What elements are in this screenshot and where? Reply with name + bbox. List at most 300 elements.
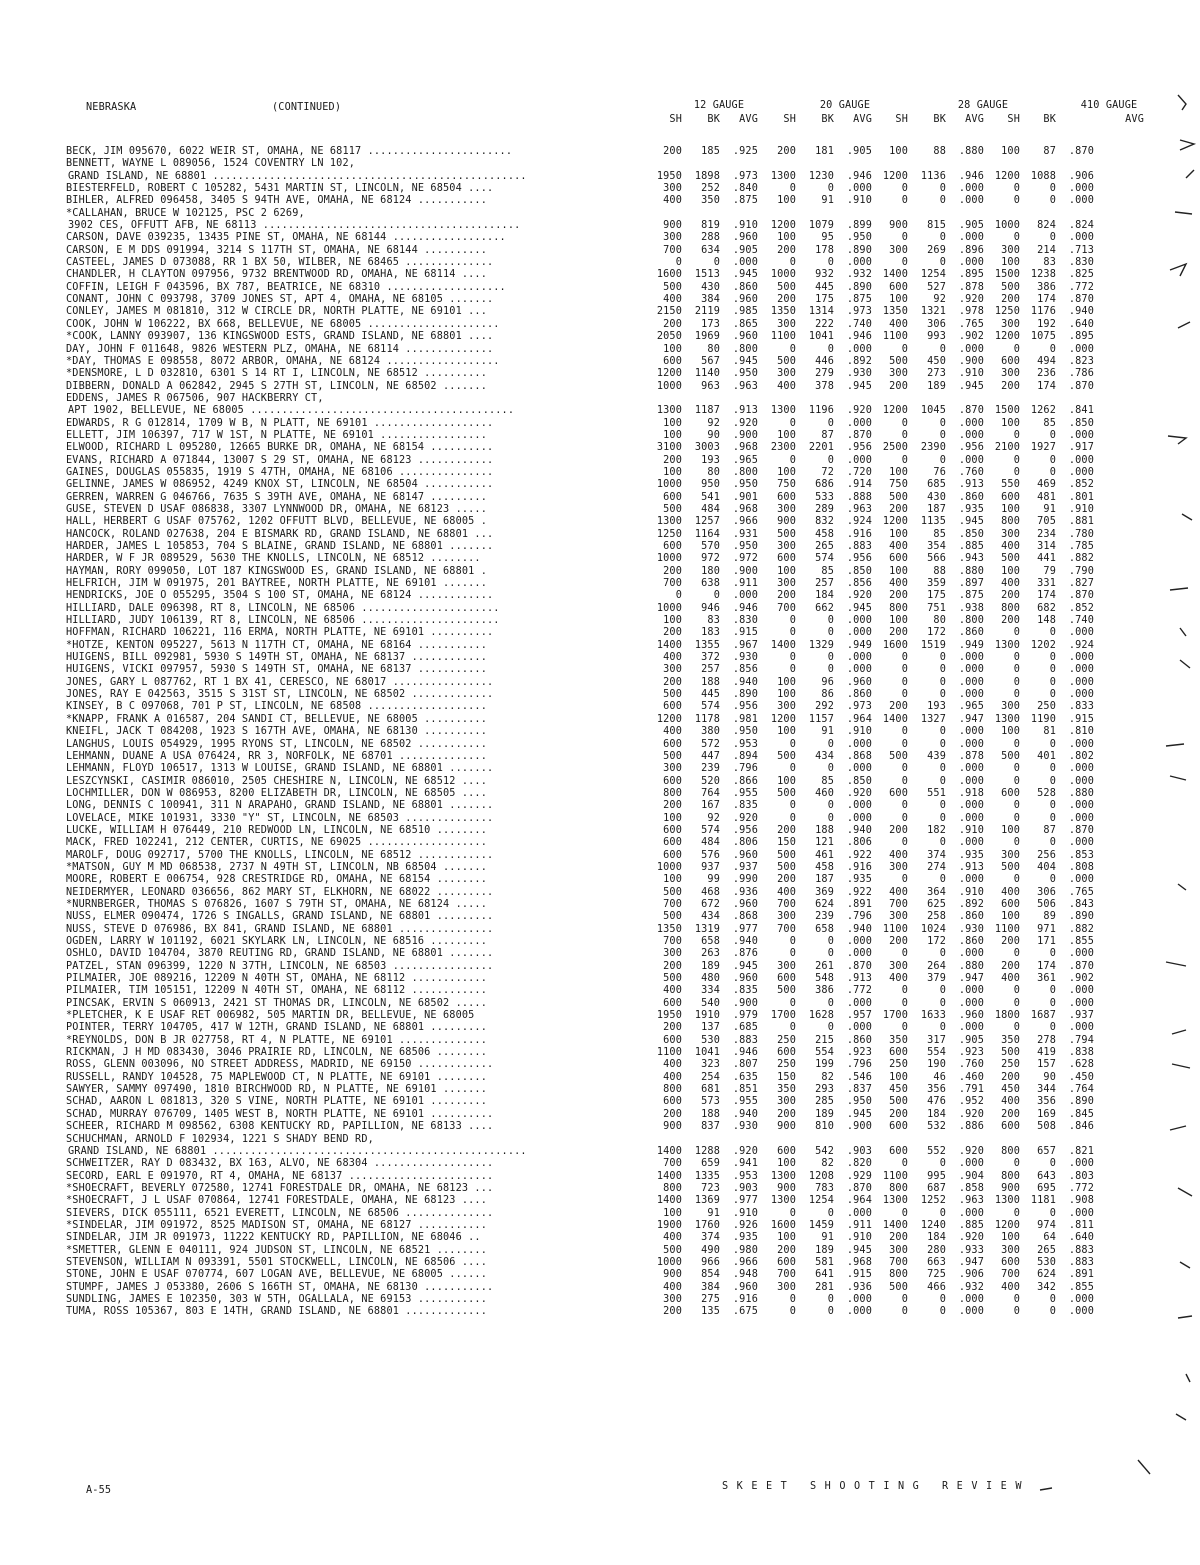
score-28-avg: .949 bbox=[958, 639, 984, 651]
score-12-bk: 447 bbox=[701, 750, 720, 762]
score-20-bk: 265 bbox=[815, 541, 834, 552]
score-28-avg: .906 bbox=[958, 1269, 984, 1281]
score-20-avg: .956 bbox=[846, 553, 872, 565]
score-20-bk: 215 bbox=[815, 1034, 834, 1046]
score-410-avg: .000 bbox=[1068, 837, 1094, 849]
score-410-sh: 0 bbox=[1013, 183, 1020, 195]
score-20-avg: .905 bbox=[846, 146, 872, 157]
score-20-sh: 350 bbox=[777, 1084, 796, 1096]
score-12-sh: 1950 bbox=[656, 1010, 682, 1022]
score-12-sh: 1600 bbox=[656, 269, 682, 281]
score-410-bk: 148 bbox=[1037, 615, 1056, 627]
shooter-entry: CONANT, JOHN C 093798, 3709 JONES ST, APT 4, OMAHA, NE 68105 ....... bbox=[66, 294, 494, 306]
score-12-avg: .930 bbox=[732, 1121, 758, 1133]
score-20-sh: 1300 bbox=[770, 405, 796, 417]
shooter-entry: *SHOECRAFT, BEVERLY 072580, 12741 FORESTDALE DR, OMAHA, NE 68123 ... bbox=[66, 1182, 494, 1194]
score-410-sh: 200 bbox=[1001, 615, 1020, 627]
table-row bbox=[0, 862, 1200, 874]
score-12-sh: 200 bbox=[663, 1108, 682, 1120]
col-12-sh: SH bbox=[669, 114, 682, 125]
shooter-entry: SCHUCHMAN, ARNOLD F 102934, 1221 S SHADY BEND RD, bbox=[66, 1133, 374, 1145]
score-20-avg: .920 bbox=[846, 590, 872, 602]
score-12-avg: .937 bbox=[732, 861, 758, 873]
score-12-bk: 468 bbox=[701, 886, 720, 898]
score-28-bk: 172 bbox=[927, 936, 946, 947]
score-12-bk: 257 bbox=[701, 664, 720, 676]
score-20-avg: .924 bbox=[846, 516, 872, 528]
score-28-bk: 76 bbox=[933, 466, 946, 478]
shooter-entry: HILLIARD, DALE 096398, RT 8, LINCOLN, NE 68506 ...................... bbox=[66, 602, 500, 614]
score-12-avg: .916 bbox=[732, 1293, 758, 1305]
score-12-avg: .940 bbox=[732, 1108, 758, 1120]
score-20-sh: 200 bbox=[777, 590, 796, 602]
score-12-bk: 1513 bbox=[694, 269, 720, 281]
score-12-avg: .903 bbox=[732, 1182, 758, 1194]
score-20-sh: 300 bbox=[777, 1096, 796, 1108]
score-410-avg: .780 bbox=[1068, 528, 1094, 540]
score-20-avg: .936 bbox=[846, 1281, 872, 1293]
score-12-bk: 384 bbox=[701, 294, 720, 306]
score-410-sh: 1200 bbox=[994, 1219, 1020, 1231]
score-410-avg: .891 bbox=[1068, 1269, 1094, 1281]
shooter-entry: CARSON, E M DDS 091994, 3214 S 117TH ST, OMAHA, NE 68144 .......... bbox=[66, 244, 487, 256]
score-20-bk: 0 bbox=[827, 257, 834, 269]
table-row bbox=[0, 282, 1200, 294]
shooter-entry: SECORD, EARL E 091970, RT 4, OMAHA, NE 68137 ....................... bbox=[66, 1170, 494, 1182]
score-12-avg: .920 bbox=[732, 417, 758, 429]
score-410-bk: 0 bbox=[1049, 343, 1056, 355]
score-12-sh: 300 bbox=[663, 664, 682, 676]
score-410-sh: 300 bbox=[1001, 244, 1020, 256]
table-row bbox=[0, 837, 1200, 849]
score-28-avg: .000 bbox=[958, 664, 984, 676]
table-row bbox=[0, 1134, 1200, 1146]
score-28-sh: 300 bbox=[889, 1244, 908, 1256]
score-28-avg: .800 bbox=[958, 615, 984, 627]
score-28-avg: .000 bbox=[958, 997, 984, 1009]
score-410-sh: 550 bbox=[1001, 479, 1020, 491]
score-410-bk: 0 bbox=[1049, 664, 1056, 676]
score-20-sh: 0 bbox=[789, 257, 796, 269]
score-20-avg: .860 bbox=[846, 689, 872, 701]
score-12-sh: 400 bbox=[663, 1232, 682, 1244]
score-410-bk: 419 bbox=[1037, 1047, 1056, 1059]
score-12-sh: 100 bbox=[663, 1207, 682, 1219]
score-12-sh: 100 bbox=[663, 343, 682, 355]
score-20-bk: 281 bbox=[815, 1281, 834, 1293]
score-12-bk: 672 bbox=[701, 898, 720, 910]
score-12-sh: 800 bbox=[663, 1182, 682, 1194]
score-410-sh: 800 bbox=[1001, 1145, 1020, 1157]
score-410-avg: .883 bbox=[1068, 1256, 1094, 1268]
shooter-entry: NUSS, ELMER 090474, 1726 S INGALLS, GRAND ISLAND, NE 68801 ......... bbox=[66, 911, 494, 923]
score-28-sh: 0 bbox=[901, 417, 908, 429]
score-410-bk: 0 bbox=[1049, 195, 1056, 207]
score-20-avg: .806 bbox=[846, 837, 872, 849]
score-410-bk: 174 bbox=[1037, 960, 1056, 972]
shooter-entry: LANGHUS, LOUIS 054929, 1995 RYONS ST, LINCOLN, NE 68502 ........... bbox=[66, 738, 487, 750]
shooter-entry: GRAND ISLAND, NE 68801 .................................................. bbox=[68, 170, 527, 182]
score-20-sh: 100 bbox=[777, 1232, 796, 1244]
score-12-sh: 1400 bbox=[656, 639, 682, 651]
score-28-bk: 1135 bbox=[920, 516, 946, 528]
table-row bbox=[0, 171, 1200, 183]
score-12-sh: 1400 bbox=[656, 1170, 682, 1182]
table-row bbox=[0, 294, 1200, 306]
score-12-avg: .940 bbox=[732, 936, 758, 947]
score-12-sh: 700 bbox=[663, 578, 682, 590]
table-row bbox=[0, 714, 1200, 726]
score-12-sh: 1000 bbox=[656, 861, 682, 873]
score-12-bk: 576 bbox=[701, 849, 720, 861]
score-410-sh: 200 bbox=[1001, 936, 1020, 947]
score-20-sh: 500 bbox=[777, 281, 796, 293]
score-20-sh: 700 bbox=[777, 602, 796, 614]
score-20-avg: .860 bbox=[846, 1034, 872, 1046]
score-12-bk: 574 bbox=[701, 824, 720, 836]
table-header bbox=[0, 100, 1200, 130]
score-410-sh: 500 bbox=[1001, 553, 1020, 565]
score-20-bk: 1041 bbox=[808, 331, 834, 343]
score-28-avg: .895 bbox=[958, 269, 984, 281]
score-410-avg: .764 bbox=[1068, 1084, 1094, 1096]
score-20-sh: 1200 bbox=[770, 220, 796, 232]
table-row bbox=[0, 1047, 1200, 1059]
score-12-avg: .830 bbox=[732, 615, 758, 627]
score-28-sh: 0 bbox=[901, 195, 908, 207]
table-row bbox=[0, 430, 1200, 442]
score-410-avg: .772 bbox=[1068, 281, 1094, 293]
score-28-sh: 100 bbox=[889, 565, 908, 577]
score-28-bk: 466 bbox=[927, 1281, 946, 1293]
score-28-bk: 625 bbox=[927, 898, 946, 910]
score-20-sh: 1300 bbox=[770, 1195, 796, 1207]
score-410-sh: 800 bbox=[1001, 602, 1020, 614]
score-12-avg: .931 bbox=[732, 528, 758, 540]
table-row bbox=[0, 652, 1200, 664]
score-20-bk: 181 bbox=[815, 146, 834, 157]
score-410-sh: 100 bbox=[1001, 824, 1020, 836]
score-12-sh: 400 bbox=[663, 985, 682, 997]
score-28-bk: 450 bbox=[927, 355, 946, 367]
score-12-avg: .956 bbox=[732, 701, 758, 713]
score-20-sh: 100 bbox=[777, 429, 796, 441]
table-row bbox=[0, 1269, 1200, 1281]
score-410-bk: 256 bbox=[1037, 849, 1056, 861]
score-20-sh: 100 bbox=[777, 775, 796, 787]
pen-mark bbox=[1176, 1414, 1186, 1420]
score-20-sh: 1200 bbox=[770, 713, 796, 725]
score-20-bk: 2201 bbox=[808, 442, 834, 454]
score-20-sh: 300 bbox=[777, 578, 796, 590]
score-28-avg: .000 bbox=[958, 800, 984, 812]
score-20-sh: 900 bbox=[777, 1182, 796, 1194]
score-12-bk: 723 bbox=[701, 1182, 720, 1194]
score-20-bk: 810 bbox=[815, 1121, 834, 1133]
score-12-avg: .968 bbox=[732, 503, 758, 515]
gauge-28-heading: 28 GAUGE bbox=[957, 100, 1009, 111]
score-28-avg: .885 bbox=[958, 1219, 984, 1231]
score-12-bk: 188 bbox=[701, 676, 720, 688]
shooter-entry: *HOTZE, KENTON 095227, 5613 N 117TH CT, OMAHA, NE 68164 ........... bbox=[66, 639, 487, 651]
score-410-bk: 0 bbox=[1049, 738, 1056, 750]
score-12-bk: 530 bbox=[701, 1034, 720, 1046]
table-row bbox=[0, 467, 1200, 479]
score-410-bk: 90 bbox=[1043, 1071, 1056, 1083]
score-12-avg: .915 bbox=[732, 627, 758, 639]
score-20-avg: .000 bbox=[846, 343, 872, 355]
score-410-bk: 171 bbox=[1037, 936, 1056, 947]
score-28-bk: 189 bbox=[927, 380, 946, 392]
score-12-bk: 0 bbox=[713, 257, 720, 269]
score-410-sh: 400 bbox=[1001, 541, 1020, 552]
score-12-sh: 100 bbox=[663, 874, 682, 886]
score-20-sh: 0 bbox=[789, 800, 796, 812]
score-28-sh: 500 bbox=[889, 355, 908, 367]
shooter-entry: PILMAIER, TIM 105151, 12209 N 40TH ST, OMAHA, NE 68112 ............ bbox=[66, 985, 487, 997]
score-28-avg: .923 bbox=[958, 1047, 984, 1059]
shooter-entry: ROSS, GLENN 003096, NO STREET ADDRESS, MADRID, NE 69150 ............ bbox=[66, 1059, 494, 1071]
shooter-entry: BECK, JIM 095670, 6022 WEIR ST, OMAHA, NE 68117 ....................... bbox=[66, 146, 513, 157]
score-20-bk: 686 bbox=[815, 479, 834, 491]
score-20-bk: 1329 bbox=[808, 639, 834, 651]
score-12-bk: 484 bbox=[701, 837, 720, 849]
score-28-avg: .000 bbox=[958, 343, 984, 355]
score-28-avg: .000 bbox=[958, 454, 984, 466]
score-20-avg: .000 bbox=[846, 1293, 872, 1305]
score-12-avg: .901 bbox=[732, 491, 758, 503]
score-28-sh: 0 bbox=[901, 985, 908, 997]
score-28-avg: .945 bbox=[958, 380, 984, 392]
score-28-avg: .000 bbox=[958, 257, 984, 269]
score-28-sh: 200 bbox=[889, 590, 908, 602]
score-410-sh: 0 bbox=[1013, 763, 1020, 775]
score-12-sh: 900 bbox=[663, 1121, 682, 1133]
score-12-sh: 400 bbox=[663, 1059, 682, 1071]
score-20-bk: 1459 bbox=[808, 1219, 834, 1231]
score-28-bk: 184 bbox=[927, 1232, 946, 1244]
score-20-avg: .899 bbox=[846, 220, 872, 232]
score-410-bk: 1088 bbox=[1030, 170, 1056, 182]
score-12-avg: .866 bbox=[732, 775, 758, 787]
score-410-avg: .838 bbox=[1068, 1047, 1094, 1059]
table-row bbox=[0, 1171, 1200, 1183]
score-28-avg: .904 bbox=[958, 1170, 984, 1182]
score-28-sh: 200 bbox=[889, 627, 908, 639]
score-410-bk: 234 bbox=[1037, 528, 1056, 540]
score-12-sh: 600 bbox=[663, 824, 682, 836]
score-20-sh: 100 bbox=[777, 232, 796, 244]
score-12-bk: 380 bbox=[701, 726, 720, 738]
shooter-entry: JONES, RAY E 042563, 3515 S 31ST ST, LINCOLN, NE 68502 ............. bbox=[66, 689, 494, 701]
score-12-bk: 681 bbox=[701, 1084, 720, 1096]
table-row bbox=[0, 455, 1200, 467]
score-20-sh: 300 bbox=[777, 911, 796, 923]
score-410-avg: .883 bbox=[1068, 1244, 1094, 1256]
table-row bbox=[0, 195, 1200, 207]
col-28-bk: BK bbox=[933, 114, 946, 125]
score-20-avg: .000 bbox=[846, 738, 872, 750]
score-28-avg: .947 bbox=[958, 1256, 984, 1268]
score-28-sh: 0 bbox=[901, 454, 908, 466]
score-410-sh: 2100 bbox=[994, 442, 1020, 454]
score-20-avg: .916 bbox=[846, 861, 872, 873]
score-20-sh: 0 bbox=[789, 1207, 796, 1219]
score-12-avg: .840 bbox=[732, 183, 758, 195]
col-28-sh: SH bbox=[895, 114, 908, 125]
score-28-avg: .930 bbox=[958, 923, 984, 935]
score-28-avg: .000 bbox=[958, 689, 984, 701]
score-410-avg: .845 bbox=[1068, 1108, 1094, 1120]
shooter-entry: *COOK, LANNY 093907, 136 KINGSWOOD ESTS, GRAND ISLAND, NE 68801 .... bbox=[66, 331, 494, 343]
score-28-sh: 0 bbox=[901, 1306, 908, 1318]
score-28-bk: 995 bbox=[927, 1170, 946, 1182]
score-20-sh: 1600 bbox=[770, 1219, 796, 1231]
score-28-bk: 274 bbox=[927, 861, 946, 873]
score-12-avg: .910 bbox=[732, 1207, 758, 1219]
score-410-sh: 900 bbox=[1001, 1182, 1020, 1194]
shooter-entry: RICKMAN, J H MD 083430, 3046 PRAIRIE RD, LINCOLN, NE 68506 ........ bbox=[66, 1047, 487, 1059]
score-20-sh: 750 bbox=[777, 479, 796, 491]
score-20-avg: .913 bbox=[846, 973, 872, 985]
score-20-avg: .945 bbox=[846, 602, 872, 614]
score-20-bk: 1314 bbox=[808, 306, 834, 318]
shooter-entry: SUNDLING, JAMES E 102350, 303 W 5TH, OGALLALA, NE 69153 ........... bbox=[66, 1293, 487, 1305]
shooter-entry: HENDRICKS, JOE O 055295, 3504 S 100 ST, OMAHA, NE 68124 ............ bbox=[66, 590, 494, 602]
score-28-bk: 0 bbox=[939, 257, 946, 269]
score-410-sh: 0 bbox=[1013, 689, 1020, 701]
score-28-sh: 1400 bbox=[882, 713, 908, 725]
score-28-bk: 0 bbox=[939, 676, 946, 688]
score-28-avg: .000 bbox=[958, 232, 984, 244]
col-12-bk: BK bbox=[707, 114, 720, 125]
score-28-bk: 0 bbox=[939, 195, 946, 207]
score-410-sh: 450 bbox=[1001, 1084, 1020, 1096]
score-20-sh: 0 bbox=[789, 1306, 796, 1318]
score-410-sh: 250 bbox=[1001, 1059, 1020, 1071]
score-410-avg: .000 bbox=[1068, 738, 1094, 750]
score-20-bk: 175 bbox=[815, 294, 834, 306]
score-20-avg: .964 bbox=[846, 1195, 872, 1207]
shooter-entry: TUMA, ROSS 105367, 803 E 14TH, GRAND ISLAND, NE 68801 ............. bbox=[66, 1306, 487, 1318]
score-12-avg: .635 bbox=[732, 1071, 758, 1083]
score-28-bk: 269 bbox=[927, 244, 946, 256]
score-20-avg: .720 bbox=[846, 466, 872, 478]
score-410-sh: 300 bbox=[1001, 318, 1020, 330]
score-12-avg: .935 bbox=[732, 1232, 758, 1244]
score-410-sh: 200 bbox=[1001, 960, 1020, 972]
shooter-entry: KNEIFL, JACK T 084208, 1923 S 167TH AVE, OMAHA, NE 68130 .......... bbox=[66, 726, 487, 738]
table-row bbox=[0, 985, 1200, 997]
shooter-entry: BIESTERFELD, ROBERT C 105282, 5431 MARTIN ST, LINCOLN, NE 68504 .... bbox=[66, 183, 494, 195]
score-12-sh: 1000 bbox=[656, 602, 682, 614]
score-28-sh: 0 bbox=[901, 775, 908, 787]
score-410-bk: 0 bbox=[1049, 676, 1056, 688]
score-410-sh: 1200 bbox=[994, 170, 1020, 182]
table-row bbox=[0, 479, 1200, 491]
score-12-bk: 1910 bbox=[694, 1010, 720, 1022]
score-12-sh: 1300 bbox=[656, 405, 682, 417]
score-410-avg: .902 bbox=[1068, 973, 1094, 985]
score-28-avg: .947 bbox=[958, 713, 984, 725]
score-28-bk: 0 bbox=[939, 997, 946, 1009]
score-28-avg: .000 bbox=[958, 1293, 984, 1305]
score-28-avg: .920 bbox=[958, 1108, 984, 1120]
table-row bbox=[0, 874, 1200, 886]
score-12-bk: 1760 bbox=[694, 1219, 720, 1231]
score-410-sh: 200 bbox=[1001, 1071, 1020, 1083]
score-12-avg: .960 bbox=[732, 973, 758, 985]
score-20-avg: .000 bbox=[846, 615, 872, 627]
table-row bbox=[0, 1146, 1200, 1158]
score-12-bk: 819 bbox=[701, 220, 720, 232]
score-28-avg: .956 bbox=[958, 442, 984, 454]
score-12-bk: 540 bbox=[701, 997, 720, 1009]
score-12-sh: 200 bbox=[663, 960, 682, 972]
table-row bbox=[0, 911, 1200, 923]
score-410-bk: 0 bbox=[1049, 812, 1056, 824]
score-20-sh: 300 bbox=[777, 541, 796, 552]
score-12-bk: 1187 bbox=[694, 405, 720, 417]
score-12-sh: 500 bbox=[663, 750, 682, 762]
shooter-entry: COOK, JOHN W 106222, BX 668, BELLEVUE, NE 68005 ..................... bbox=[66, 318, 500, 330]
score-20-sh: 600 bbox=[777, 973, 796, 985]
score-410-avg: .000 bbox=[1068, 664, 1094, 676]
score-28-bk: 0 bbox=[939, 948, 946, 960]
table-row bbox=[0, 232, 1200, 244]
score-410-sh: 600 bbox=[1001, 898, 1020, 910]
score-12-sh: 900 bbox=[663, 220, 682, 232]
score-20-sh: 1350 bbox=[770, 306, 796, 318]
score-20-bk: 95 bbox=[821, 232, 834, 244]
score-20-bk: 184 bbox=[815, 590, 834, 602]
score-20-avg: .949 bbox=[846, 639, 872, 651]
score-20-sh: 100 bbox=[777, 565, 796, 577]
score-28-bk: 0 bbox=[939, 1293, 946, 1305]
score-410-sh: 0 bbox=[1013, 676, 1020, 688]
score-28-bk: 725 bbox=[927, 1269, 946, 1281]
score-12-bk: 167 bbox=[701, 800, 720, 812]
score-20-bk: 187 bbox=[815, 874, 834, 886]
score-410-bk: 974 bbox=[1037, 1219, 1056, 1231]
score-28-avg: .000 bbox=[958, 837, 984, 849]
score-12-sh: 500 bbox=[663, 911, 682, 923]
table-row bbox=[0, 381, 1200, 393]
score-12-avg: .960 bbox=[732, 232, 758, 244]
score-28-sh: 500 bbox=[889, 1096, 908, 1108]
score-410-sh: 1300 bbox=[994, 1195, 1020, 1207]
score-410-bk: 824 bbox=[1037, 220, 1056, 232]
score-12-avg: .960 bbox=[732, 849, 758, 861]
score-20-sh: 0 bbox=[789, 454, 796, 466]
score-28-sh: 350 bbox=[889, 1034, 908, 1046]
table-row bbox=[0, 998, 1200, 1010]
score-28-avg: .850 bbox=[958, 528, 984, 540]
score-20-sh: 200 bbox=[777, 146, 796, 157]
score-28-bk: 663 bbox=[927, 1256, 946, 1268]
score-12-bk: 135 bbox=[701, 1306, 720, 1318]
score-28-sh: 750 bbox=[889, 479, 908, 491]
score-28-sh: 0 bbox=[901, 738, 908, 750]
table-row bbox=[0, 1158, 1200, 1170]
score-12-avg: .875 bbox=[732, 195, 758, 207]
table-row bbox=[0, 800, 1200, 812]
score-28-bk: 1252 bbox=[920, 1195, 946, 1207]
score-28-bk: 551 bbox=[927, 787, 946, 799]
score-410-bk: 0 bbox=[1049, 454, 1056, 466]
score-12-bk: 659 bbox=[701, 1158, 720, 1170]
score-20-bk: 289 bbox=[815, 503, 834, 515]
